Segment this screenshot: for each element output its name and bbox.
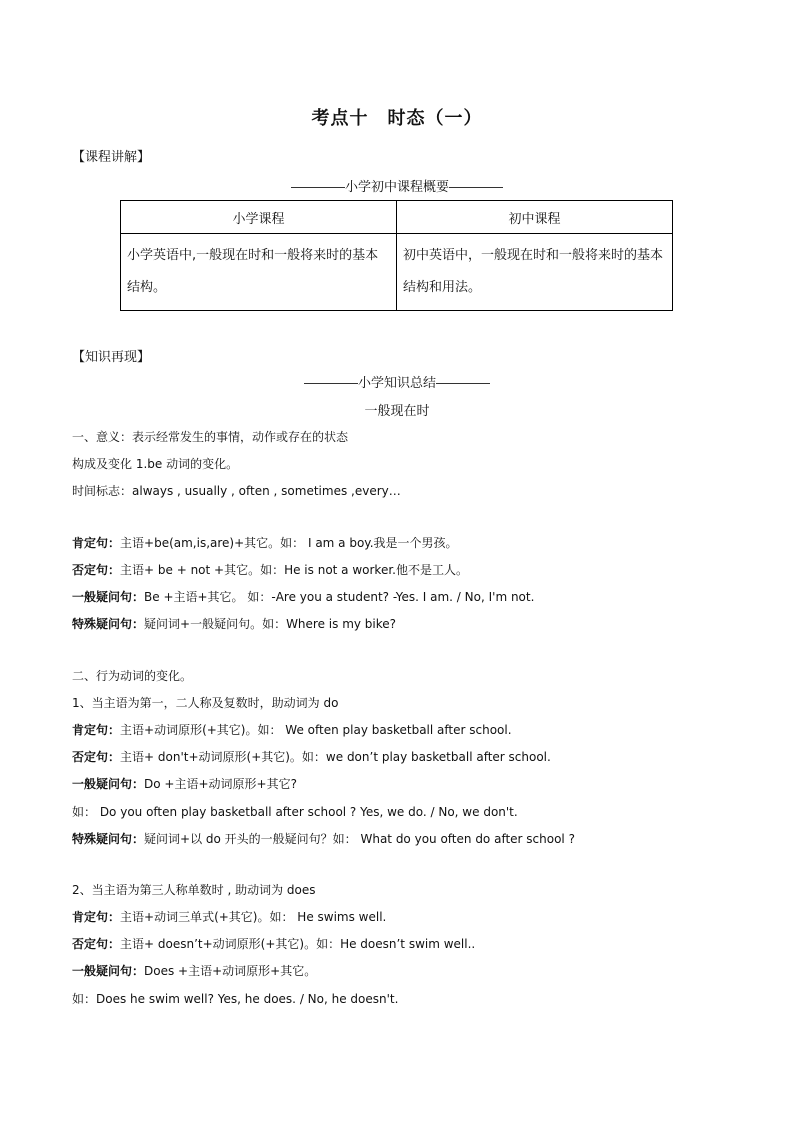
table-header-primary: 小学课程 — [121, 201, 397, 234]
rule-affirmative — [72, 908, 386, 925]
table-row — [121, 234, 673, 311]
rule-text: 主语+动词原形(+其它)。如： We often play basketball after school. — [120, 723, 512, 737]
rule-general-question — [72, 775, 297, 792]
overview-heading — [0, 176, 794, 195]
section-label-knowledge: 【知识再现】 — [72, 350, 151, 365]
rule-text: 主语+动词三单式(+其它)。如： He swims well. — [120, 910, 387, 924]
table-header-row — [121, 201, 673, 234]
rule-label: 否定句： — [72, 563, 121, 577]
rule-text: 主语+ doesn’t+动词原形(+其它)。如：He doesn’t swim well.. — [120, 937, 476, 951]
rule-general-question — [72, 588, 534, 605]
rule-text: Be +主语+其它。 如：-Are you a student? -Yes. I am. / No, I'm not. — [144, 590, 535, 604]
rule-label: 一般疑问句： — [72, 777, 145, 791]
text-line: 构成及变化 1.be 动词的变化。 — [72, 457, 239, 471]
table-cell-junior: 初中英语中，一般现在时和一般将来时的基本结构和用法。 — [397, 234, 673, 311]
text-line: 时间标志：always , usually , often , sometimes ,every… — [72, 484, 401, 498]
text-line: 二、行为动词的变化。 — [72, 669, 193, 683]
divider-line-left — [291, 187, 345, 188]
overview-heading-text: 小学初中课程概要 — [344, 180, 449, 195]
rule-negative — [72, 561, 468, 578]
rule-text: 主语+ don't+动词原形(+其它)。如：we don’t play basketball after school. — [120, 750, 551, 764]
rule-special-question — [72, 830, 575, 847]
summary-heading — [0, 372, 794, 391]
text-line: 1、当主语为第一，二人称及复数时，助动词为 do — [72, 696, 339, 710]
rule-affirmative — [72, 534, 458, 551]
rule-general-question — [72, 962, 316, 979]
table-cell-primary: 小学英语中,一般现在时和一般将来时的基本结构。 — [121, 234, 397, 311]
rule-negative — [72, 748, 551, 765]
text-line: 一、意义：表示经常发生的事情，动作或存在的状态 — [72, 430, 349, 444]
rule-text: 主语+be(am,is,are)+其它。如： I am a boy.我是一个男孩。 — [120, 536, 458, 550]
rule-negative — [72, 935, 475, 952]
rule-text: 主语+ be + not +其它。如：He is not a worker.他不是工人。 — [120, 563, 468, 577]
rule-special-question — [72, 615, 396, 632]
course-comparison-table — [120, 200, 673, 311]
rule-label: 特殊疑问句： — [72, 832, 145, 846]
rule-label: 肯定句： — [72, 910, 121, 924]
text-line: 如：Does he swim well? Yes, he does. / No, he doesn't. — [72, 992, 399, 1006]
divider-line-right — [436, 383, 490, 384]
summary-heading-text: 小学知识总结 — [357, 376, 436, 391]
tense-heading: 一般现在时 — [364, 404, 430, 419]
text-line: 2、当主语为第三人称单数时 , 助动词为 does — [72, 883, 316, 897]
rule-text: 疑问词+以 do 开头的一般疑问句？如： What do you often do after school ? — [144, 832, 575, 846]
rule-label: 肯定句： — [72, 723, 121, 737]
rule-text: Does +主语+动词原形+其它。 — [144, 964, 317, 978]
rule-label: 肯定句： — [72, 536, 121, 550]
rule-label: 否定句： — [72, 750, 121, 764]
rule-text: Do +主语+动词原形+其它? — [144, 777, 297, 791]
rule-label: 否定句： — [72, 937, 121, 951]
rule-label: 一般疑问句： — [72, 590, 145, 604]
rule-label: 特殊疑问句： — [72, 617, 145, 631]
table-header-junior: 初中课程 — [397, 201, 673, 234]
divider-line-left — [304, 383, 358, 384]
text-line: 如： Do you often play basketball after school ? Yes, we do. / No, we don't. — [72, 805, 518, 819]
divider-line-right — [449, 187, 503, 188]
rule-text: 疑问词+一般疑问句。如：Where is my bike? — [144, 617, 397, 631]
rule-affirmative — [72, 721, 512, 738]
rule-label: 一般疑问句： — [72, 964, 145, 978]
section-label-course: 【课程讲解】 — [72, 150, 151, 165]
page-title: 考点十 时态（一） — [311, 108, 483, 129]
